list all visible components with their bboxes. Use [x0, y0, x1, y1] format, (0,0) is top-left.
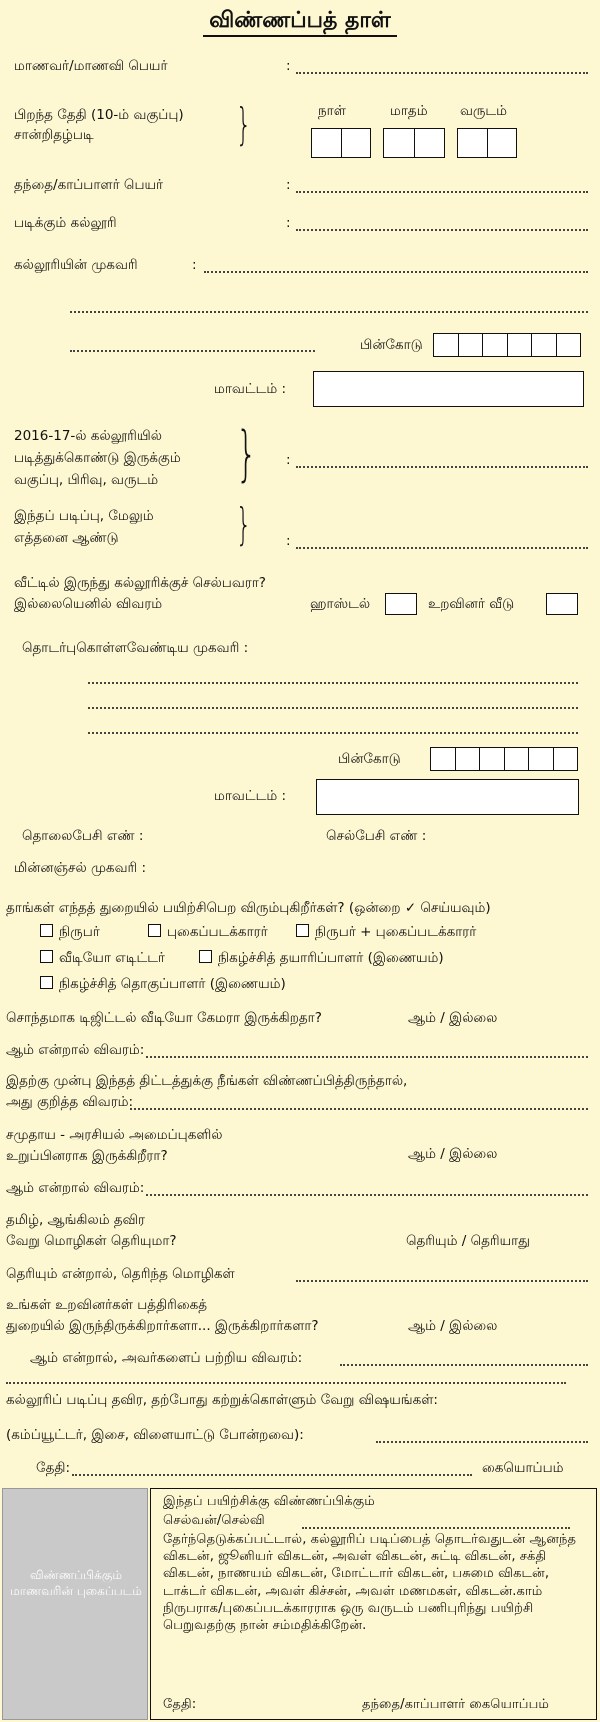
camera-detail-label: ஆம் என்றால் விவரம்: — [6, 1042, 145, 1058]
languages-detail-field[interactable] — [296, 1280, 588, 1282]
dob-label-2: சான்றிதழ்படி — [14, 127, 94, 143]
college-address-field[interactable] — [204, 271, 588, 273]
checkbox[interactable] — [40, 950, 53, 963]
membership-detail-label: ஆம் என்றால் விவரம்: — [6, 1180, 145, 1196]
years-field[interactable] — [296, 547, 588, 549]
hostel-label: ஹாஸ்டல் — [310, 596, 371, 612]
camera-question: சொந்தமாக டிஜிட்டல் வீடியோ கேமரா இருக்கிறதா? — [6, 1010, 322, 1026]
brace: } — [236, 99, 252, 150]
guardian-name-label: தந்தை/காப்பாளர் பெயர் — [14, 177, 164, 193]
study-label-3: வகுப்பு, பிரிவு, வருடம் — [14, 472, 159, 488]
district-field[interactable] — [313, 371, 584, 407]
hostel-checkbox[interactable] — [385, 593, 417, 615]
dob-label: பிறந்த தேதி (10-ம் வகுப்பு) — [14, 107, 184, 123]
photo-label: விண்ணப்பிக்கும் மாணவரின் புகைப்படம் — [10, 1568, 142, 1598]
other-learning-label: கல்லூரிப் படிப்பு தவிர, தற்போது கற்றுக்கொள்ளும் வேறு விஷயங்கள்: — [6, 1392, 438, 1408]
guardian-name-field[interactable] — [296, 191, 588, 193]
other-learning-label-2: (கம்ப்யூட்டர், இசை, விளையாட்டு போன்றவை): — [6, 1427, 304, 1443]
declaration-text: தேர்ந்தெடுக்கப்பட்டால், கல்லூரிப் படிப்பைத் தொடர்வதுடன் ஆனந்த விகடன், ஜூனியர் விகடன், அவள் விகடன், சுட்டி விகடன், சக்தி விகடன், நாணயம் விகடன், மோட்டார் விகடன், பசுமை விகடன், டாக்டர் விகடன், அவள் கிச்சன், அவள் மணமகள், விகடன்.காம் நிருபராக/புகைப்படக்காரராக ஒரு வருடம் பணிபுரிந்து பயிற்சி பெறுவதற்கு நான் சம்மதிக்கிறேன். — [163, 1532, 577, 1634]
membership-question-2: உறுப்பினராக இருக்கிறீரா? — [6, 1148, 168, 1164]
colon: : — [286, 215, 291, 231]
pincode-boxes[interactable] — [430, 747, 578, 771]
colon: : — [286, 177, 291, 193]
checkbox[interactable] — [199, 950, 212, 963]
relatives-yes-no[interactable]: ஆம் / இல்லை — [408, 1318, 498, 1334]
camera-yes-no[interactable]: ஆம் / இல்லை — [408, 1010, 498, 1026]
contact-address-field-2[interactable] — [88, 707, 578, 709]
day-label: நாள் — [318, 103, 346, 119]
option-reporter-photographer[interactable]: நிருபர் + புகைப்படக்காரர் — [296, 924, 476, 942]
year-boxes[interactable] — [457, 128, 517, 158]
contact-address-field-3[interactable] — [88, 732, 578, 734]
declaration-date-label: தேதி: — [163, 1697, 197, 1712]
checkbox[interactable] — [40, 976, 53, 989]
signature-label: கையொப்பம் — [482, 1460, 564, 1476]
mobile-label: செல்பேசி எண் : — [326, 828, 427, 844]
membership-question: சமுதாய - அரசியல் அமைப்புகளில் — [6, 1127, 223, 1143]
option-video-editor[interactable]: வீடியோ எடிட்டர் — [40, 950, 165, 968]
pincode-boxes[interactable] — [433, 333, 581, 357]
declaration-name-label: செல்வன்/செல்வி — [163, 1513, 265, 1528]
form-title: விண்ணப்பத் தாள் — [0, 8, 600, 36]
prev-application-label: இதற்கு முன்பு இந்தத் திட்டத்துக்கு நீங்கள் விண்ணப்பித்திருந்தால், — [6, 1073, 408, 1089]
other-learning-field[interactable] — [376, 1441, 588, 1443]
district-field[interactable] — [316, 779, 579, 815]
languages-know[interactable]: தெரியும் / தெரியாது — [406, 1233, 530, 1249]
colon: : — [286, 533, 291, 549]
camera-detail-field[interactable] — [146, 1056, 588, 1058]
district-label: மாவட்டம் : — [214, 788, 287, 804]
relatives-detail-field-2[interactable] — [6, 1382, 566, 1384]
relatives-question: உங்கள் உறவினர்கள் பத்திரிகைத் — [6, 1297, 208, 1313]
membership-detail-field[interactable] — [146, 1194, 588, 1196]
study-label-2: படித்துக்கொண்டு இருக்கும் — [14, 450, 181, 466]
brace: } — [236, 419, 258, 489]
day-boxes[interactable] — [311, 128, 371, 158]
option-photographer[interactable]: புகைப்படக்காரர் — [148, 924, 268, 942]
option-reporter[interactable]: நிருபர் — [40, 924, 100, 942]
college-field[interactable] — [296, 229, 588, 231]
relatives-question-2: துறையில் இருந்திருக்கிறார்களா... இருக்கிறார்களா? — [6, 1318, 319, 1334]
colon: : — [286, 452, 291, 468]
college-label: படிக்கும் கல்லூரி — [14, 215, 117, 231]
college-address-field-3[interactable] — [70, 350, 315, 352]
years-label-2: எத்தனை ஆண்டு — [14, 530, 119, 546]
relative-home-label: உறவினர் வீடு — [428, 596, 515, 612]
email-label: மின்னஞ்சல் முகவரி : — [14, 860, 147, 876]
relatives-detail-label: ஆம் என்றால், அவர்களைப் பற்றிய விவரம்: — [30, 1350, 303, 1366]
pincode-label: பின்கோடு — [360, 337, 423, 353]
colon: : — [286, 58, 291, 74]
home-question: வீட்டில் இருந்து கல்லூரிக்குச் செல்பவரா? — [14, 575, 266, 591]
relative-home-checkbox[interactable] — [546, 593, 578, 615]
prev-application-label-2: அது குறித்த விவரம்: — [6, 1094, 134, 1110]
years-label: இந்தப் படிப்பு, மேலும் — [14, 508, 154, 524]
relatives-detail-field[interactable] — [340, 1364, 588, 1366]
home-question-2: இல்லையெனில் விவரம் — [14, 596, 163, 612]
guardian-signature-label: தந்தை/காப்பாளர் கையொப்பம் — [362, 1697, 550, 1712]
option-anchor[interactable]: நிகழ்ச்சித் தொகுப்பாளர் (இணையம்) — [40, 976, 286, 994]
colon: : — [192, 257, 197, 273]
student-name-field[interactable] — [296, 72, 588, 74]
languages-question: தமிழ், ஆங்கிலம் தவிர — [6, 1212, 145, 1228]
study-field[interactable] — [296, 466, 588, 468]
declaration-intro: இந்தப் பயிற்சிக்கு விண்ணப்பிக்கும் — [163, 1494, 375, 1509]
date-label: தேதி: — [36, 1460, 70, 1476]
phone-label: தொலைபேசி எண் : — [22, 828, 144, 844]
date-field[interactable] — [72, 1474, 472, 1476]
checkbox[interactable] — [40, 924, 53, 937]
training-question: தாங்கள் எந்தத் துறையில் பயிற்சிபெற விரும்புகிறீர்கள்? (ஒன்றை ✓ செய்யவும்) — [6, 900, 491, 916]
membership-yes-no[interactable]: ஆம் / இல்லை — [408, 1146, 498, 1162]
college-address-field-2[interactable] — [70, 311, 588, 313]
month-label: மாதம் — [390, 103, 428, 119]
checkbox[interactable] — [296, 924, 309, 937]
languages-detail-label: தெரியும் என்றால், தெரிந்த மொழிகள் — [6, 1266, 235, 1282]
student-name-label: மாணவர்/மாணவி பெயர் — [14, 58, 168, 74]
year-label: வருடம் — [460, 103, 508, 119]
declaration-name-field[interactable] — [302, 1527, 570, 1529]
option-producer[interactable]: நிகழ்ச்சித் தயாரிப்பாளர் (இணையம்) — [199, 950, 444, 968]
district-label: மாவட்டம் : — [214, 381, 287, 397]
month-boxes[interactable] — [383, 128, 445, 158]
contact-address-label: தொடர்புகொள்ளவேண்டிய முகவரி : — [22, 640, 249, 656]
study-label: 2016-17-ல் கல்லூரியில் — [14, 428, 162, 444]
checkbox[interactable] — [148, 924, 161, 937]
languages-question-2: வேறு மொழிகள் தெரியுமா? — [6, 1233, 177, 1249]
prev-application-field[interactable] — [130, 1108, 588, 1110]
contact-address-field[interactable] — [88, 682, 578, 684]
pincode-label: பின்கோடு — [338, 751, 401, 767]
student-photo-box[interactable] — [2, 1488, 148, 1720]
college-address-label: கல்லூரியின் முகவரி — [14, 257, 138, 273]
brace: } — [236, 499, 252, 550]
